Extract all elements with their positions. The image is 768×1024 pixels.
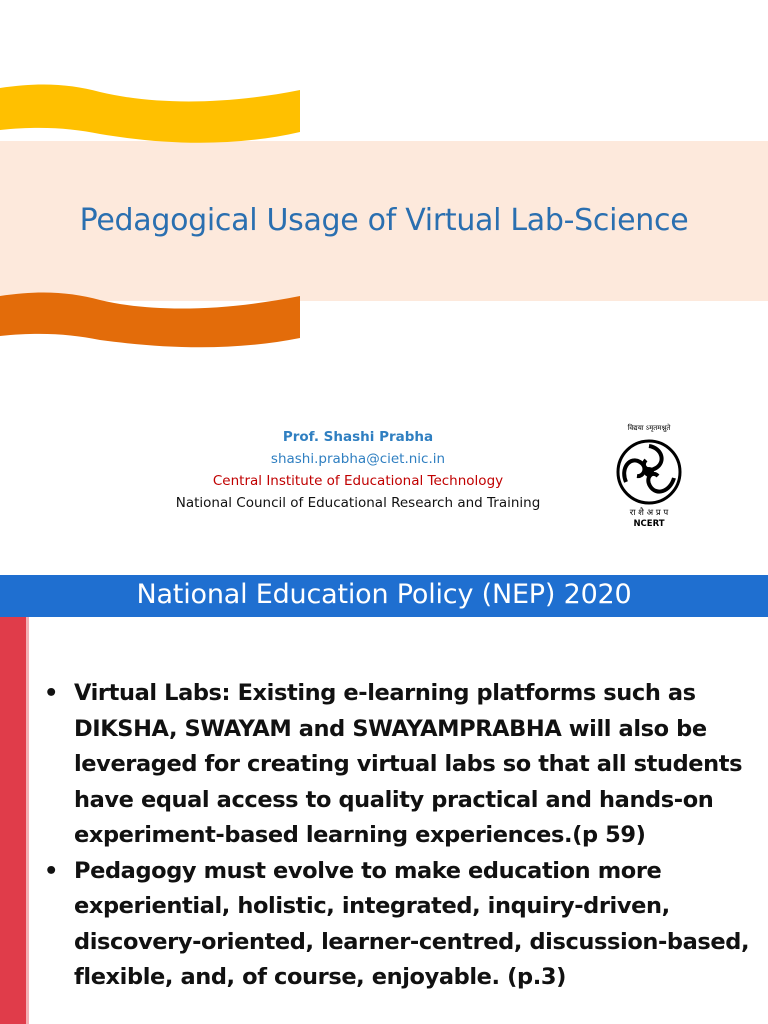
bullet-icon: • <box>44 680 58 706</box>
nep-slide <box>0 575 768 1024</box>
bullet-text: Virtual Labs: Existing e-learning platforms such as DIKSHA, SWAYAM and SWAYAMPRABHA will also be leveraged for creating virtual labs so that all students have equal access to quality practical and hands-on experiment-based learning experiences.(p 59) <box>74 680 743 848</box>
ncert-emblem-icon <box>604 434 694 514</box>
presentation-title: Pedagogical Usage of Virtual Lab-Science <box>79 203 689 238</box>
ncert-logo <box>604 424 694 536</box>
list-item <box>44 854 759 996</box>
bullet-text: Pedagogy must evolve to make education more experiential, holistic, integrated, inquiry-driven, discovery-oriented, learner-centred, discussion-based, flexible, and, of course, enjoyable. (p.3) <box>74 857 750 990</box>
logo-motto: विद्यया ऽमृतमश्नुते <box>627 424 671 432</box>
orange-ribbon <box>0 286 310 352</box>
side-accent-bar <box>0 617 29 1024</box>
list-item <box>44 676 759 854</box>
logo-hindi-text: रा शै अ प्र प <box>629 508 669 518</box>
author-block <box>118 426 598 514</box>
author-email: shashi.prabha@ciet.nic.in <box>270 451 446 467</box>
nep-header <box>0 575 768 617</box>
yellow-ribbon <box>0 82 310 148</box>
nep-title: National Education Policy (NEP) 2020 <box>136 579 632 610</box>
institute-name: Central Institute of Educational Technology <box>212 473 504 489</box>
logo-ncert-text: NCERT <box>633 519 665 529</box>
council-name: National Council of Educational Research and Training <box>175 495 541 511</box>
logo-caption <box>604 508 694 530</box>
bullet-list <box>44 676 759 996</box>
bullet-icon: • <box>44 857 58 884</box>
author-name: Prof. Shashi Prabha <box>282 429 434 445</box>
